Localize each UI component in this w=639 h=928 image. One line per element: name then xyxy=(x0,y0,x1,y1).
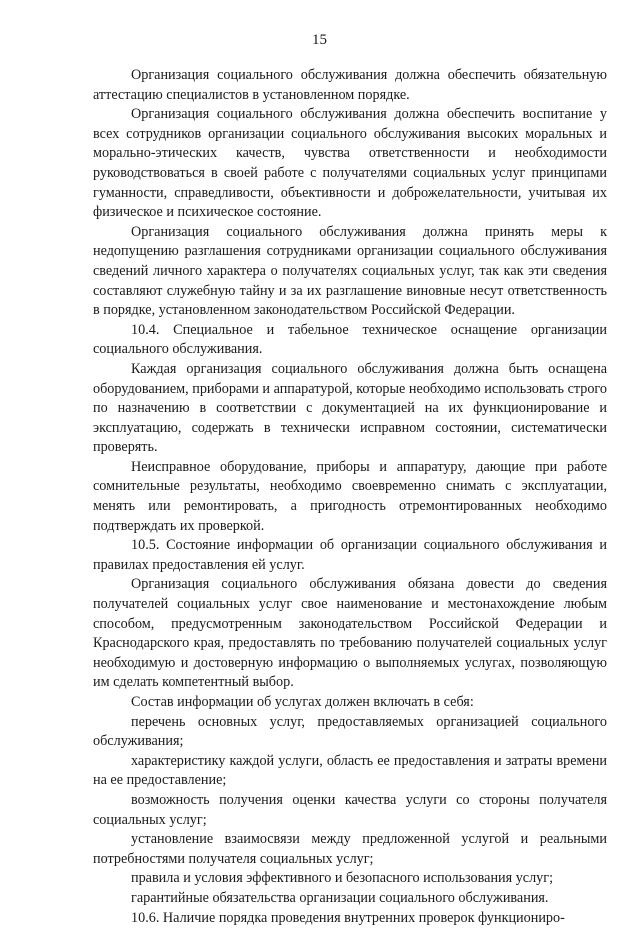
page-number: 15 xyxy=(312,32,327,48)
document-body xyxy=(93,66,607,928)
section-heading-10-4: 10.4. Специальное и табельное техническое оснащение организации социального обслуживания. xyxy=(93,321,607,358)
paragraph-information-composition: Состав информации об услугах должен включать в себя: xyxy=(131,694,474,710)
list-item-services: перечень основных услуг, предоставляемых организацией социального обслуживания; xyxy=(93,713,607,750)
paragraph-faulty-equipment: Неисправное оборудование, приборы и аппаратуру, дающие при работе сомнительные результаты, необходимо своевременно снимать с эксплуатации, менять или ремонтировать, а пригодность отремонтированных необходимо подтверждать их проверкой. xyxy=(93,458,607,534)
list-item-characteristics: характеристику каждой услуги, область ее предоставления и затраты времени на ее предоставление; xyxy=(93,752,607,789)
paragraph-attestation: Организация социального обслуживания должна обеспечить обязательную аттестацию специалистов в установленном порядке. xyxy=(93,67,607,103)
paragraph-information-duty: Организация социального обслуживания обязана довести до сведения получателей социальных услуг свое наименование и местонахождение любым способом, предусмотренным законодательством Российской Федерации и Краснодарского края, предоставлять по требованию получателей социальных услуг необходимую и достоверную информацию о выполняемых услугах, позволяющую им сделать компетентный выбор. xyxy=(93,576,607,691)
list-item-relationship: установление взаимосвязи между предложенной услугой и реальными потребностями получателя социальных услуг; xyxy=(93,831,607,867)
list-item-guarantees: гарантийные обязательства организации социального обслуживания. xyxy=(131,889,549,906)
section-heading-10-6: 10.6. Наличие порядка проведения внутренних проверок функциониро- xyxy=(131,909,565,926)
list-item-rules: правила и условия эффективного и безопасного использования услуг; xyxy=(131,870,554,887)
list-item-quality-assessment: возможность получения оценки качества услуги со стороны получателя социальных услуг; xyxy=(93,791,607,828)
section-heading-10-5: 10.5. Состояние информации об организации социального обслуживания и правилах предоставления ей услуг. xyxy=(93,537,607,573)
paragraph-confidentiality: Организация социального обслуживания должна принять меры к недопущению разглашения сотрудниками организации социального обслуживания сведений личного характера о получателях социальных услуг, так как эти сведения составляют служебную тайну и за их разглашение виновные несут ответственность в порядке, установленном законодательством Российской Федерации. xyxy=(93,223,607,319)
paragraph-equipment: Каждая организация социального обслуживания должна быть оснащена оборудованием, приборами и аппаратурой, которые необходимо использовать строго по назначению в соответствии с документацией на их функционирование и эксплуатацию, содержать в технически исправном состоянии, систематически проверять. xyxy=(93,360,607,456)
paragraph-staff-education: Организация социального обслуживания должна обеспечить воспитание у всех сотрудников организации социального обслуживания высоких моральных и морально-этических качеств, чувства ответственности и необходимости руководствоваться в своей работе с получателями социальных услуг принципами гуманности, справедливости, объективности и доброжелательности, учитывая их физическое и психическое состояние. xyxy=(93,106,607,221)
